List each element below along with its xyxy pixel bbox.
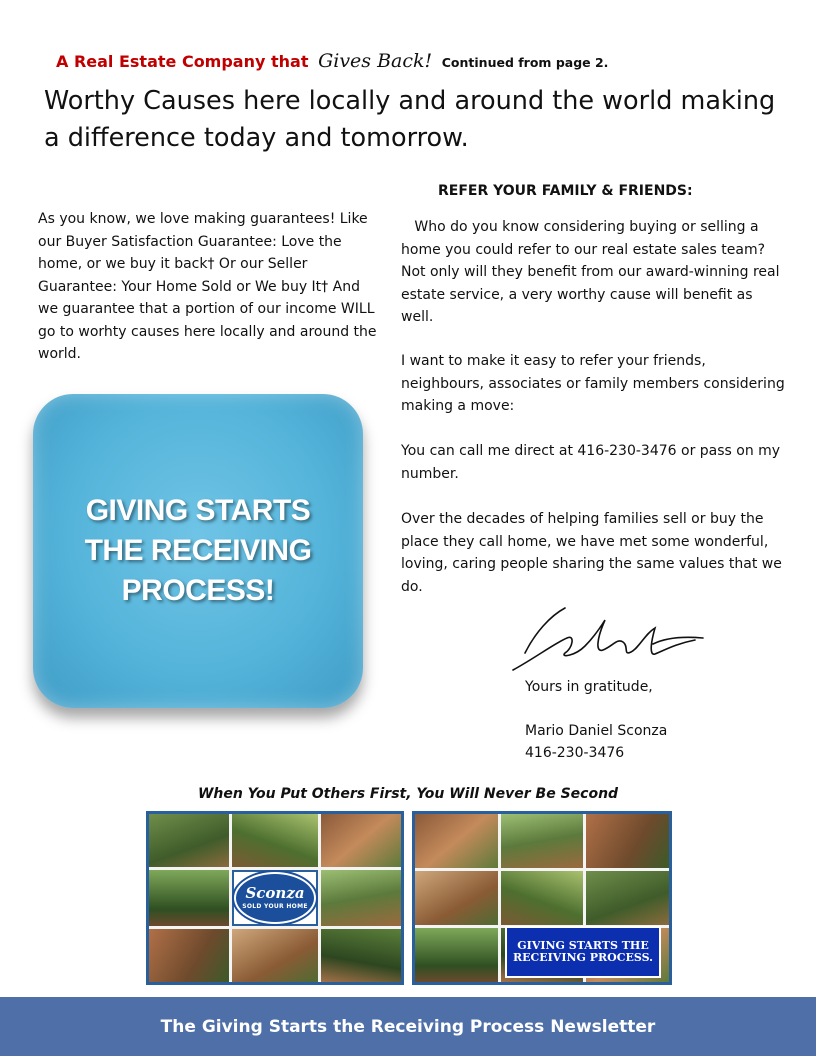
- sconza-logo: [234, 872, 316, 924]
- page-headline: Worthy Causes here locally and around the world making a difference today and tomorrow.: [44, 86, 776, 153]
- giving-stamp: GIVING STARTS THE RECEIVING PROCESS.: [505, 926, 661, 978]
- refer-heading: REFER YOUR FAMILY & FRIENDS:: [438, 183, 693, 199]
- photo-tagline: When You Put Others First, You Will Never Be Second: [197, 786, 619, 802]
- guarantee-paragraph: As you know, we love making guarantees! Like our Buyer Satisfaction Guarantee: Love the home, or we buy it back† Or our Seller Guarantee: Your Home Sold or We buy It† And we guarantee that a portion of our income WILL go to worhty causes here locally and around the world.: [38, 211, 377, 362]
- collage-photo: [415, 871, 498, 925]
- continued-note: Continued from page 2.: [441, 55, 609, 70]
- collage-photo: [321, 814, 401, 867]
- collage-photo: [149, 870, 229, 926]
- collage-photo: [321, 870, 401, 926]
- signer-name: Mario Daniel Sconza: [525, 723, 668, 739]
- newsletter-title: The Giving Starts the Receiving Process Newsletter: [160, 1016, 656, 1037]
- collage-photo: [415, 928, 498, 982]
- logo-cell: [232, 870, 318, 926]
- collage-photo: [501, 871, 584, 925]
- refer-paragraph-2: I want to make it easy to refer your friends, neighbours, associates or family members considering making a move:: [401, 353, 785, 414]
- closing-line: Yours in gratitude,: [525, 679, 653, 695]
- collage-photo: [232, 814, 318, 867]
- refer-paragraph-4: Over the decades of helping families sell or buy the place they call home, we have met some wonderful, loving, caring people sharing the same values that we do.: [401, 511, 782, 595]
- logo-word: Sconza: [245, 884, 305, 902]
- header-tagline: [56, 50, 608, 72]
- photo-collage-right: [412, 811, 672, 985]
- giving-graphic: [33, 394, 363, 708]
- signer-phone: 416-230-3476: [525, 745, 625, 761]
- footer-band: [0, 997, 816, 1056]
- collage-photo: [586, 814, 669, 868]
- photo-collage-left: [146, 811, 404, 985]
- collage-photo: [232, 929, 318, 982]
- collage-photo: [149, 929, 229, 982]
- refer-paragraph-3: You can call me direct at 416-230-3476 or pass on my number.: [401, 443, 781, 482]
- gives-back-script: Gives Back!: [318, 50, 433, 72]
- collage-photo: [501, 814, 584, 868]
- collage-photo: [415, 814, 498, 868]
- company-prefix: A Real Estate Company that: [56, 52, 309, 71]
- giving-graphic-text: GIVING STARTS THE RECEIVING PROCESS!: [84, 494, 312, 607]
- logo-sub: SOLD YOUR HOME: [242, 903, 308, 910]
- signature: [505, 598, 710, 678]
- refer-paragraph-1-text: Who do you know considering buying or selling a home you could refer to our real estate sales team? Not only will they benefit from our award-winning real estate service, a very worthy cause will benefit as well.: [401, 219, 780, 325]
- collage-photo: [149, 814, 229, 867]
- collage-photo: [586, 871, 669, 925]
- refer-paragraph-1: [401, 216, 787, 329]
- collage-photo: [321, 929, 401, 982]
